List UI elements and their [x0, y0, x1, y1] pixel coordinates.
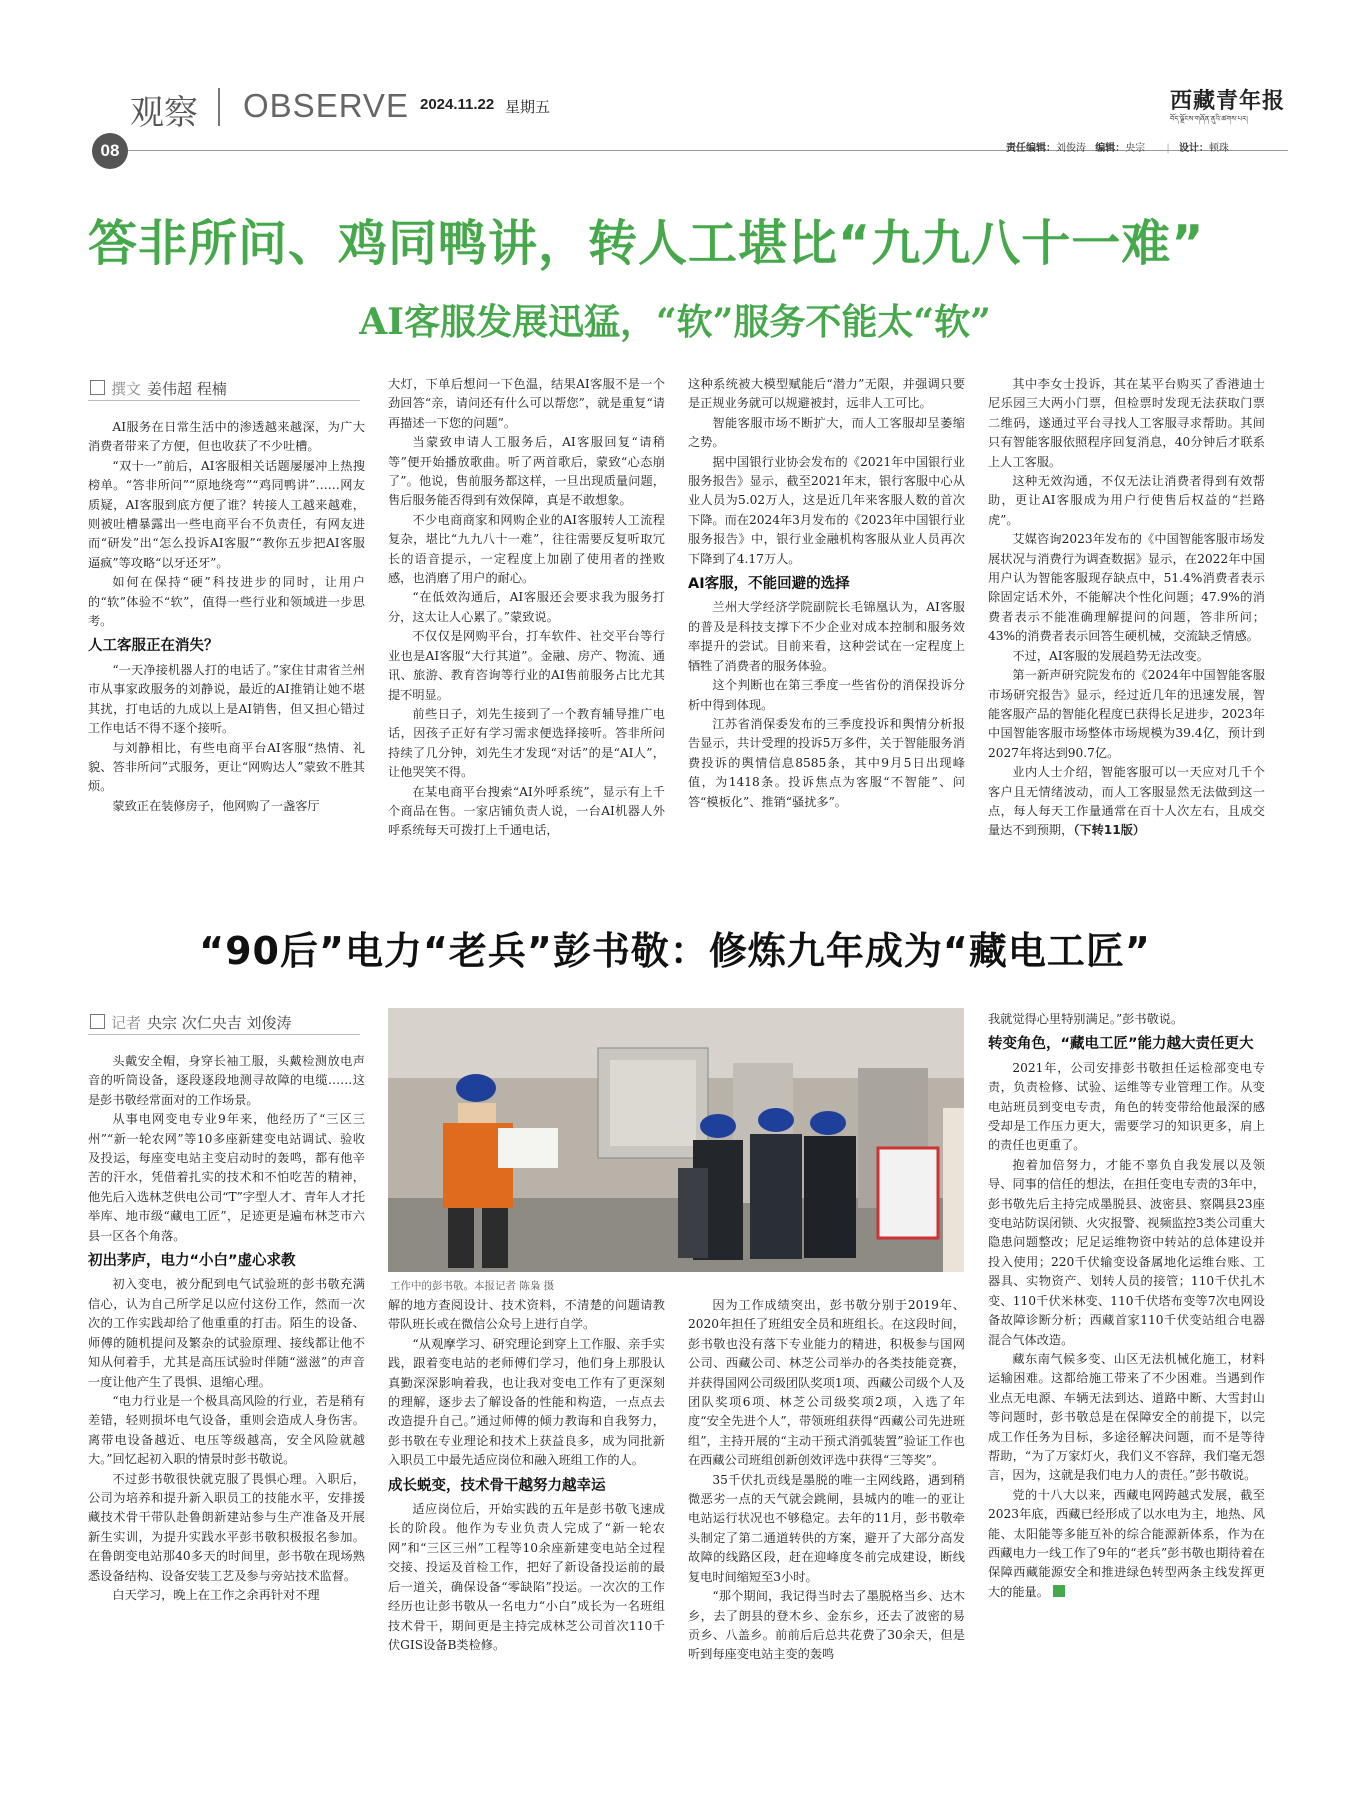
paragraph: 这种系统被大模型赋能后“潜力”无限，并强调只要是正规业务就可以规避被封，远非人工可比。 [688, 377, 965, 411]
article-photo [388, 1008, 964, 1272]
subheading: 初出茅庐，电力“小白”虚心求教 [88, 1253, 296, 1270]
paragraph: 艾媒咨询2023年发布的《中国智能客服市场发展状况与消费行为调查数据》显示，在2022年中国用户认为智能客服现存缺点中，51.4%消费者表示除固定话术外，不能解决个性化问题；47.9%的消费者表示不能准确理解提问的问题，答非所问；43%的消费者表示回答生硬机械，交流缺乏情感。 [988, 532, 1265, 644]
paragraph: 抱着加倍努力，才能不辜负自我发展以及领导、同事的信任的想法，在担任变电专责的3年中，彭书敬先后主持完成墨脱县、波密县、察隅县23座变电站防误闭锁、火灾报警、视频监控3类公司重大隐患问题整改；尼足运维物资中转站的总体建设并投入使用；220千伏输变设备属地化运维台账、工器具、实物资产、划转人员的接管；110千伏扎木变、110千伏米林变、110千伏塔布变等7次电网设备故障诊断分析；西藏首家110千伏变站组合电器混合气体改造。 [988, 1157, 1265, 1347]
byline-label: 撰文 [111, 380, 142, 398]
article1-column-4 [988, 375, 1265, 841]
credit-design-label: 设计： [1178, 143, 1209, 154]
header-divider [218, 88, 220, 126]
photo-caption: 工作中的彭书敬。本报记者 陈枭 摄 [390, 1280, 555, 1292]
article1-column-3 [688, 375, 965, 812]
editor-credits: 责任编辑：刘俊涛 编辑：央宗 | 设计：顿珠 [1006, 143, 1229, 154]
subheading: 成长蜕变，技术骨干越努力越幸运 [388, 1477, 606, 1494]
byline-rule [88, 1034, 360, 1035]
article2-byline [90, 1012, 292, 1033]
section-title-cn: 观察 [130, 93, 198, 133]
subheading: 转变角色，“藏电工匠”能力越大责任更大 [988, 1036, 1254, 1053]
paragraph-text: 业内人士介绍，智能客服可以一天应对几千个客户且无情绪波动，而人工客服显然无法做到这一点，每人每天工作量通常在百十人次左右，且成交量达不到预期， [988, 765, 1265, 838]
paragraph-text: 党的十八大以来，西藏电网跨越式发展，截至2023年底，西藏已经形成了以水电为主，地热、风能、太阳能等多能互补的综合能源新体系，作为在西藏电力一线工作了9年的“老兵”彭书敬也期待着在保障西藏能源安全和推进绿色转型两条主线发挥更大的能量。 [988, 1487, 1265, 1599]
byline-icon [90, 380, 105, 395]
credit-editor: 刘俊涛 [1056, 143, 1086, 154]
paragraph: 在某电商平台搜索“AI外呼系统”，显示有上千个商品在售。一家店铺负责人说，一台AI机器人外呼系统每天可拨打上千通电话， [388, 784, 665, 838]
paragraph: 解的地方查阅设计、技术资料，不清楚的问题请教带队班长或在微信公众号上进行自学。 [388, 1298, 665, 1332]
article-end-icon [1053, 1585, 1065, 1597]
subheading: 人工客服正在消失？ [88, 638, 219, 655]
article1-subheadline: AI客服发展迅猛，“软”服务不能太“软” [359, 301, 991, 343]
paragraph: 因为工作成绩突出，彭书敬分别于2019年、2020年担任了班组安全员和班组长。在这段时间，彭书敬也没有落下专业能力的精进，积极参与国网公司、西藏公司、林芝公司举办的各类技能竞赛，并获得国网公司级团队奖项1项、西藏公司级个人及团队奖项6项、林芝公司级奖项2项，入选了年度“安全先进个人”，带领班组获得“西藏公司先进班组”，主持开展的“主动干预式消弧装置”验证工作也在西藏公司班组创新创效评选中获得“三等奖”。 [688, 1298, 965, 1468]
paragraph: AI服务在日常生活中的渗透越来越深，为广大消费者带来了方便，但也收获了不少吐槽。 [88, 420, 365, 454]
paragraph: “从观摩学习、研究理论到穿上工作服、亲手实践，跟着变电站的老师傅们学习，他们身上那股认真勤深深影响着我，也让我对变电工作有了更深刻的理解，逐步去了解设备的性能和构造，一点点去改造提升自己。”通过师傅的倾力教诲和自我努力，彭书敬在专业理论和技术上获益良多，成为同批新入职员工中最先适应岗位和融入班组工作的人。 [388, 1336, 665, 1468]
byline-authors: 姜伟超 程楠 [147, 380, 227, 398]
paragraph: 头戴安全帽，身穿长袖工服，头戴检测放电声音的听筒设备，逐段逐段地测寻故障的电缆……这是彭书敬经常面对的工作场景。 [88, 1054, 365, 1107]
subheading: AI客服，不能回避的选择 [688, 576, 850, 593]
paragraph: 这种无效沟通，不仅无法让消费者得到有效帮助，更让AI客服成为用户行使售后权益的“拦路虎”。 [988, 474, 1265, 527]
paragraph: “电力行业是一个极具高风险的行业，若是稍有差错，轻则损坏电气设备，重则会造成人身伤害。离带电设备越近、电压等级越高，安全风险就越大。”回忆起初入职的情景时彭书敬说。 [88, 1393, 365, 1467]
paragraph: 不过彭书敬很快就克服了畏惧心理。入职后，公司为培养和提升新入职员工的技能水平，安排援藏技术骨干带队赴鲁朗新建站参与生产准备及开展新生实训，为提升实践水平彭书敬积极报名参加。在鲁朗变电站那40多天的时间里，彭书敬在现场熟悉设备结构、设备安装工艺及参与旁站技术监督。 [88, 1471, 365, 1583]
paragraph: 蒙致正在装修房子，他网购了一盏客厅 [112, 798, 320, 813]
paragraph: 智能客服市场不断扩大，而人工客服却呈萎缩之势。 [688, 415, 965, 450]
paragraph: 不过，AI客服的发展趋势无法改变。 [1012, 648, 1209, 663]
paragraph: 这个判断也在第三季度一些省份的消保投诉分析中得到体现。 [688, 678, 965, 712]
paragraph: 前些日子，刘先生接到了一个教育辅导推广电话，因孩子正好有学习需求便选择接听。答非所问持续了几分钟，刘先生才发现“对话”的是“AI人”，让他哭笑不得。 [388, 706, 665, 780]
paragraph: 35千伏扎贡线是墨脱的唯一主网线路，遇到稍微恶劣一点的天气就会跳闸，县城内的唯一的亚让电站运行状况也不够稳定。去年的11月，彭书敬牵头制定了第二通道转供的方案，避开了大部分高发故障的线路区段，赶在迎峰度冬前完成建设，断线复电时间缩短至3小时。 [688, 1472, 965, 1584]
page-number-badge: 08 [92, 133, 128, 169]
article2-column-4 [988, 1010, 1265, 1602]
article2-column-2 [388, 1296, 665, 1655]
section-title-en: OBSERVE [243, 87, 409, 124]
credit-edit: 央宗 [1125, 143, 1146, 154]
article1-column-1 [88, 418, 365, 816]
photo-illustration [388, 1008, 964, 1272]
paragraph: 当蒙致申请人工服务后，AI客服回复“请稍等”便开始播放歌曲。听了两首歌后，蒙致“心态崩了”。他说，售前服务都这样，一旦出现质量问题，售后服务能否得到有效保障，真是不敢想象。 [388, 435, 665, 508]
credit-edit-label: 编辑： [1095, 143, 1126, 154]
paragraph: “一天净接机器人打的电话了。”家住甘肃省兰州市从事家政服务的刘静说，最近的AI推销让她不堪其扰，打电话的九成以上是AI销售，但又担心错过工作电话不得不逐个接听。 [88, 662, 365, 736]
paragraph: 白天学习，晚上在工作之余再针对不理 [112, 1587, 320, 1602]
issue-weekday: 星期五 [505, 98, 551, 116]
paragraph: 不仅仅是网购平台，打车软件、社交平台等行业也是AI客服“大行其道”。金融、房产、物流、通讯、旅游、教育咨询等行业的AI售前服务占比尤其提不明显。 [388, 629, 665, 702]
paragraph: 江苏省消保委发布的三季度投诉和舆情分析报告显示，共计受理的投诉5万多件，关于智能服务消费投诉的舆情信息8585条，其中9月5日出现峰值，为1418条。投诉焦点为客服“不智能”、问答“模板化”、推销“骚扰多”。 [688, 716, 965, 809]
paragraph: 兰州大学经济学院副院长毛锦凰认为，AI客服的普及是科技支撑下不少企业对成本控制和服务效率提升的尝试。目前来看，这种尝试在一定程度上牺牲了消费者的服务体验。 [688, 600, 965, 673]
paragraph: “双十一”前后，AI客服相关话题屡屡冲上热搜榜单。“答非所问”“原地绕弯”“鸡同鸭讲”……网友质疑，AI客服到底方便了谁？转接人工越来越难，则被吐槽暴露出一些电商平台不负责任，有网友进而“研发”出“怎么投诉AI客服”“教你五步把AI客服逼疯”等攻略“以牙还牙”。 [88, 458, 365, 570]
article1-column-2 [388, 375, 665, 841]
paragraph: 与刘静相比，有些电商平台AI客服“热情、礼貌、答非所问”式服务，更让“网购达人”蒙致不胜其烦。 [88, 740, 365, 794]
paragraph [988, 763, 1265, 841]
paragraph: “那个期间，我记得当时去了墨脱格当乡、达木乡，去了朗县的登木乡、金东乡，还去了波密的易贡乡、八盖乡。前前后后总共花费了30余天，但是听到每座变电站主变的轰鸣 [688, 1589, 965, 1662]
newspaper-logo: 西藏青年报 [1170, 88, 1286, 114]
paragraph: 其中李女士投诉，其在某平台购买了香港迪士尼乐园三大两小门票，但检票时发现无法获取门票二维码，遂通过平台寻找人工客服寻求帮助。其间只有智能客服依照程序回复消息，40分钟后才联系上人工客服。 [988, 377, 1265, 469]
article1-byline [90, 378, 227, 399]
paragraph: 第一新声研究院发布的《2024年中国智能客服市场研究报告》显示，经过近几年的迅速发展，智能客服产品的智能化程度已获得长足进步，2023年中国智能客服市场整体市场规模为39.4亿，预计到2027年将达到90.7亿。 [988, 668, 1265, 760]
article2-column-1 [88, 1052, 365, 1605]
paragraph: 不少电商商家和网购企业的AI客服转人工流程复杂，堪比“九九八十一难”，往往需要反复听取冗长的语音提示，一定程度上加剧了使用者的挫败感，也消磨了用户的耐心。 [388, 512, 665, 586]
article2-headline: “90后”电力“老兵”彭书敬：修炼九年成为“藏电工匠” [199, 929, 1151, 973]
paragraph: 藏东南气候多变、山区无法机械化施工，材料运输困难。这都给施工带来了不少困难。当遇到作业点无电源、车辆无法到达、道路中断、大雪封山等问题时，彭书敬总是在保障安全的前提下，以完成工作任务为目标，多途径解决问题，而不是等待帮助，“为了万家灯火，我们义不容辞，我们毫无怨言，因为，这就是我们电力人的责任。”彭书敬说。 [988, 1351, 1265, 1483]
paragraph: 从事电网变电专业9年来，他经历了“三区三州”“新一轮农网”等10多座新建变电站调试、验收及投运，每座变电站主变启动时的轰鸣，都有他辛苦的汗水，凭借着扎实的技术和不怕吃苦的精神，他先后入选林芝供电公司“T”字型人才、青年人才托举库、地市级“藏电工匠”，足迹更是遍布林芝市六县一区各个角落。 [88, 1112, 365, 1243]
byline-label: 记者 [111, 1014, 142, 1032]
byline-icon [90, 1014, 105, 1029]
newspaper-logo-tibetan: བོད་ལྗོངས་གཞོན་ནུའི་ཚགས་པར། [1170, 115, 1248, 123]
paragraph: 大灯，下单后想问一下色温，结果AI客服不是一个劲回答“亲，请问还有什么可以帮您”，就是重复“请再描述一下您的问题”。 [388, 377, 665, 430]
issue-date: 2024.11.22 [420, 96, 495, 113]
paragraph: “在低效沟通后，AI客服还会要求我为服务打分，这太让人心累了。”蒙致说。 [388, 590, 665, 624]
paragraph [988, 1486, 1265, 1602]
paragraph: 如何在保持“硬”科技进步的同时，让用户的“软”体验不“软”，值得一些行业和领域进一步思考。 [88, 575, 365, 629]
credit-editor-label: 责任编辑： [1006, 143, 1056, 154]
continued-on-page: （下转11版） [1073, 823, 1146, 838]
article1-headline: 答非所问、鸡同鸭讲，转人工堪比“九九八十一难” [88, 215, 1205, 272]
byline-rule [88, 400, 360, 401]
paragraph: 适应岗位后，开始实践的五年是彭书敬飞速成长的阶段。他作为专业负责人完成了“新一轮农网”和“三区三州”工程等10余座新建变电站全过程交接、投运及首检工作，把好了新设备投运前的最后一道关，确保设备“零缺陷”投运。一次次的工作经历也让彭书敬从一名电力“小白”成长为一名班组技术骨干，期间更是主持完成林芝公司首次110千伏GIS设备B类检修。 [388, 1502, 665, 1652]
article2-column-3 [688, 1296, 965, 1665]
paragraph: 据中国银行业协会发布的《2021年中国银行业服务报告》显示，截至2021年末，银行客服中心从业人员为5.02万人，这是近几年来客服人数的首次下降。而在2024年3月发布的《2023年中国银行业服务报告》中，银行业金融机构客服从业人员再次下降到了4.17万人。 [688, 454, 965, 566]
paragraph: 2021年，公司安排彭书敬担任运检部变电专责，负责检修、试验、运维等专业管理工作。从变电站班员到变电专责，角色的转变带给他最深的感受却是工作压力更大，需要学习的知识更多，肩上的责任也更重了。 [988, 1060, 1265, 1153]
byline-authors: 央宗 次仁央吉 刘俊涛 [147, 1014, 292, 1032]
credit-design: 顿珠 [1208, 143, 1229, 154]
paragraph: 初入变电，被分配到电气试验班的彭书敬充满信心，认为自己所学足以应付这份工作，然而一次次的工作实践却给了他重重的打击。陌生的设备、师傅的随机提问及繁杂的试验原理、接线都让他不知从何着手，尤其是高压试验时伴随“滋滋”的声音一度让他产生了畏惧、退缩心理。 [88, 1277, 365, 1389]
paragraph: 我就觉得心里特别满足。”彭书敬说。 [988, 1012, 1184, 1026]
